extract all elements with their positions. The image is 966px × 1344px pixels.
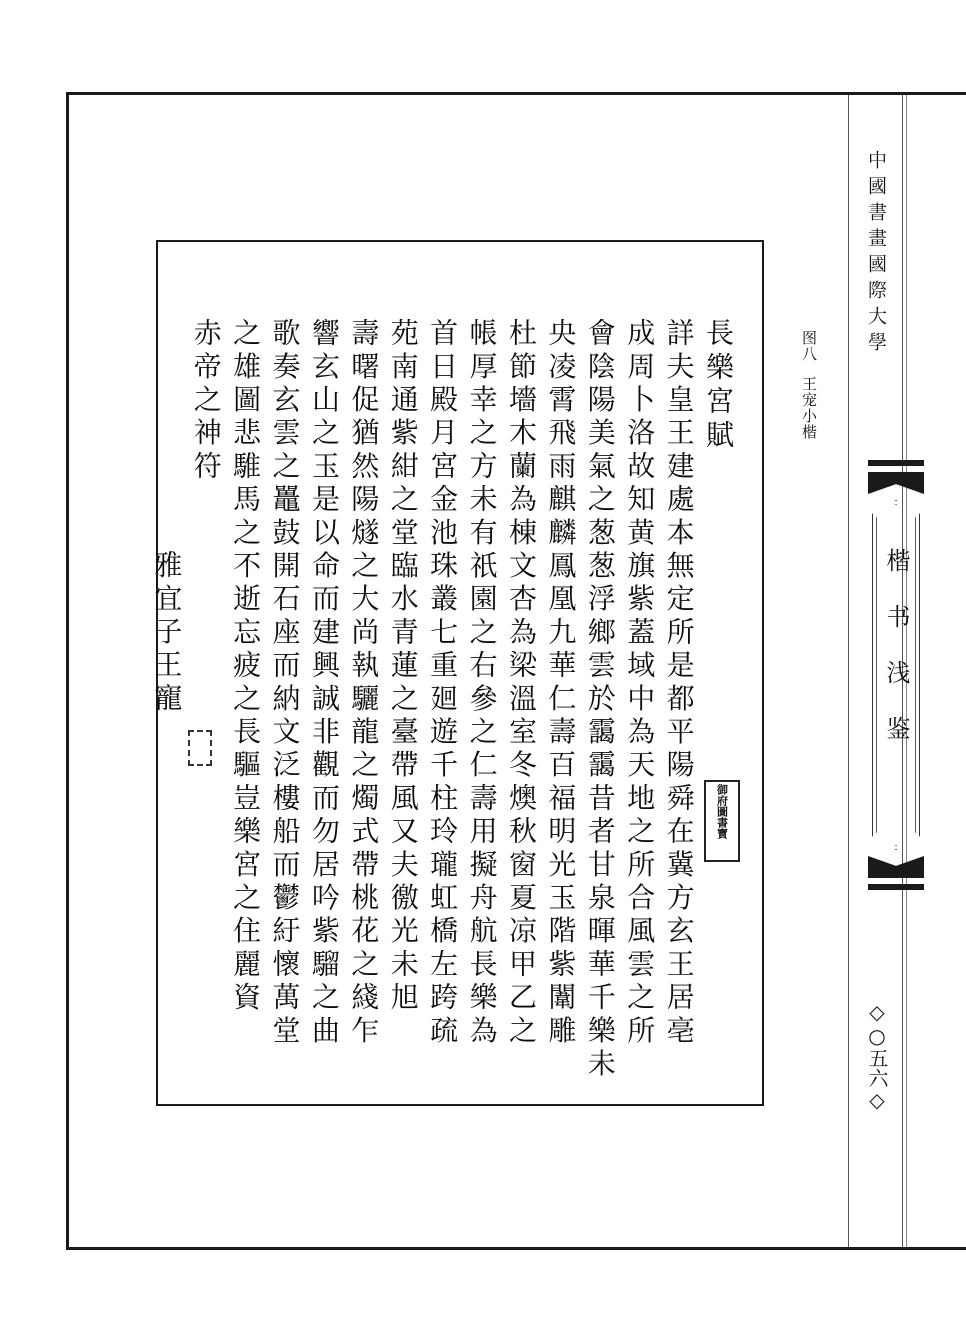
text-column: 壽曙促猶然陽燧之大尚執驪龍之燭式帶桃花之綫乍 [347,318,381,1049]
text-column: 之雄圖悲騅馬之不逝忘疲之長驅豈樂宮之住麗資 [229,318,263,1016]
text-column: 會陰陽美氣之葱葱浮鄉雲於靄靄昔者甘泉暉華千樂未 [583,318,617,1082]
text-column: 苑南通紫紺之堂臨水青蓮之臺帶風又夫徼光未旭 [386,318,420,1016]
text-column: 央凌霄飛雨麒麟鳳凰九華仁壽百福明光玉階紫闈雕 [544,318,578,1049]
banner-top-chevron [868,472,924,494]
banner-top-bar [868,460,924,466]
text-column: 歌奏玄雲之鼉鼓開石座而納文泛樓船而鬱紆懷萬堂 [268,318,302,1049]
text-column: 杜節墻木蘭為棟文杏為梁溫室冬燠秋窗夏凉甲乙之 [504,318,538,1049]
series-title: 中國書畫國際大學 [865,150,887,358]
banner-bottom-bar [868,884,924,890]
text-column: 詳夫皇王建處本無定所是都平陽舜在冀方玄王居亳 [662,318,696,1049]
text-column: 帳厚幸之方未有祇園之右參之仁壽用擬舟航長樂為 [465,318,499,1049]
collector-seal [704,780,740,862]
seal-text: 御府圖書寶 [715,784,729,839]
text-column: 赤帝之神符 [189,318,223,484]
page-number: ◇○五六◇ [865,1000,889,1112]
figure-title: 王宠小楷 [800,376,818,440]
side-panel-rule [848,95,849,1247]
banner-bottom-chevron [868,856,924,878]
text-column: 成周卜洛故知黄旗紫蓋域中為天地之所合風雲之所 [623,318,657,1049]
poem-title: 長樂宮賦 [702,318,735,454]
book-title: 楷书浅鉴 [882,548,910,772]
artist-seal [188,730,212,766]
text-column: 響玄山之玉是以命而建興誠非觀而勿居吟紫騮之曲 [307,318,341,1049]
figure-label: 图八 [800,330,818,362]
signature: 雅宜子王寵 [150,550,184,716]
figure-caption [792,330,826,440]
calligraphy-text [150,318,738,1082]
text-column: 首日殿月宮金池珠叢七重廻遊千柱玲瓏虹橋左跨疏 [426,318,460,1049]
calligraphy-plate [150,240,764,1106]
